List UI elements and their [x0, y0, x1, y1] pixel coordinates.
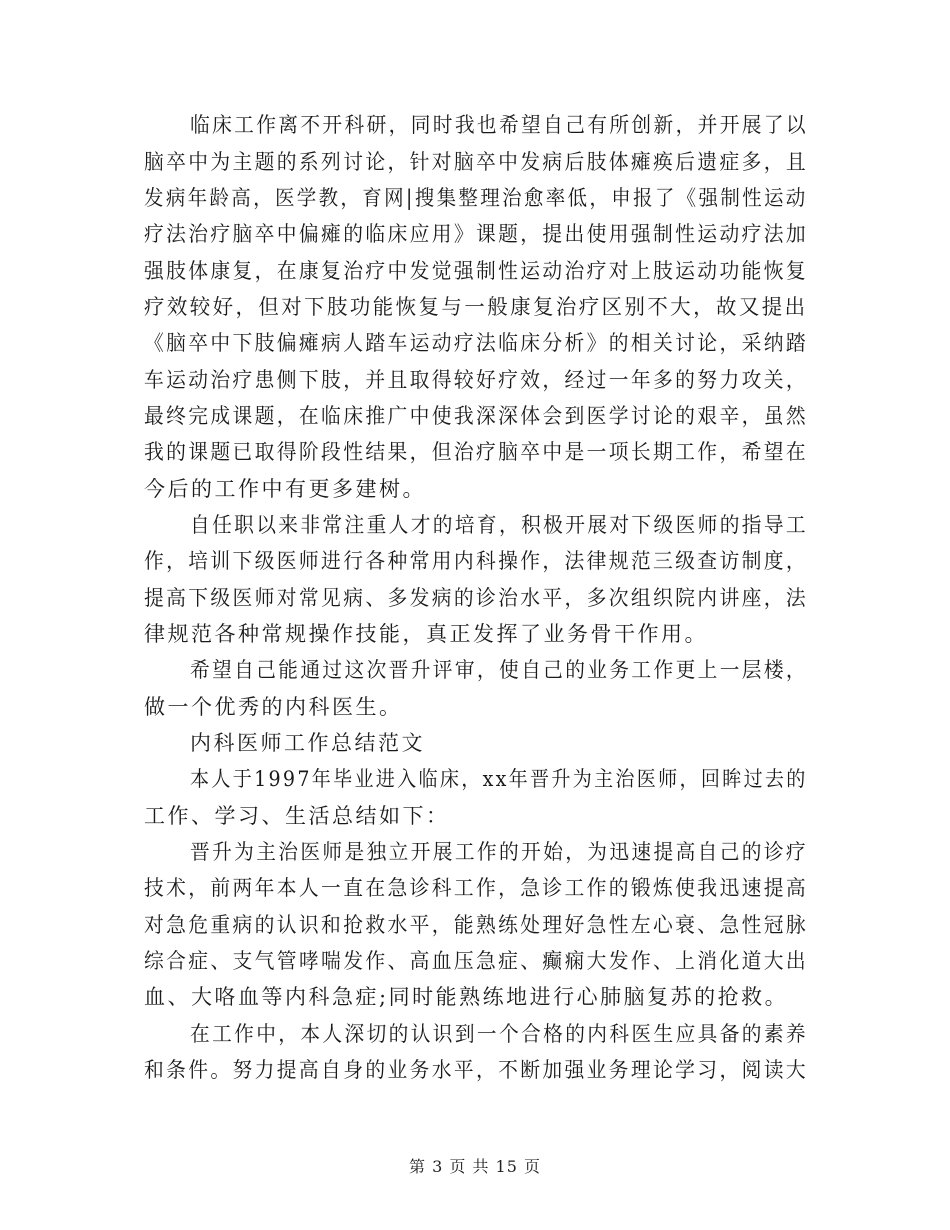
text-line: 强肢体康复，在康复治疗中发觉强制性运动治疗对上肢运动功能恢复	[144, 259, 808, 283]
text-line: 车运动治疗患侧下肢，并且取得较好疗效，经过一年多的努力攻关，	[144, 368, 808, 392]
text-line: 对急危重病的认识和抢救水平，能熟练处理好急性左心衰、急性冠脉	[144, 913, 808, 937]
text-line: 血、大咯血等内科急症;同时能熟练地进行心肺脑复苏的抢救。	[144, 985, 789, 1009]
text-line: 律规范各种常规操作技能，真正发挥了业务骨干作用。	[144, 622, 708, 646]
text-line: 和条件。努力提高自身的业务水平，不断加强业务理论学习，阅读大	[144, 1058, 808, 1082]
text-line: 工作、学习、生活总结如下：	[144, 804, 450, 828]
text-line: 脑卒中为主题的系列讨论，针对脑卒中发病后肢体瘫痪后遗症多，且	[144, 150, 808, 174]
text-line: 晋升为主治医师是独立开展工作的开始，为迅速提高自己的诊疗	[190, 840, 808, 864]
text-line: 疗效较好，但对下肢功能恢复与一般康复治疗区别不大，故又提出	[144, 295, 808, 319]
text-line: 做一个优秀的内科医生。	[144, 695, 403, 719]
text-line: 本人于1997年毕业进入临床，xx年晋升为主治医师，回眸过去的	[190, 767, 808, 791]
text-line: 自任职以来非常注重人才的培育，积极开展对下级医师的指导工	[190, 513, 808, 537]
text-line: 我的课题已取得阶段性结果，但治疗脑卒中是一项长期工作，希望在	[144, 440, 808, 464]
text-line: 提高下级医师对常见病、多发病的诊治水平，多次组织院内讲座，法	[144, 586, 808, 610]
text-line: 技术，前两年本人一直在急诊科工作，急诊工作的锻炼使我迅速提高	[144, 876, 808, 900]
section-heading: 内科医师工作总结范文	[190, 731, 425, 755]
text-line: 作，培训下级医师进行各种常用内科操作，法律规范三级查访制度，	[144, 549, 808, 573]
text-line: 临床工作离不开科研，同时我也希望自己有所创新，并开展了以	[190, 113, 808, 137]
text-line: 发病年龄高，医学教，育网|搜集整理治愈率低，申报了《强制性运动	[144, 186, 808, 210]
text-line: 综合症、支气管哮喘发作、高血压急症、癫痫大发作、上消化道大出	[144, 949, 808, 973]
page-number-footer: 第 3 页 共 15 页	[409, 1157, 541, 1176]
text-line: 今后的工作中有更多建树。	[144, 477, 426, 501]
text-line: 《脑卒中下肢偏瘫病人踏车运动疗法临床分析》的相关讨论，采纳踏	[144, 331, 808, 355]
text-line: 希望自己能通过这次晋升评审，使自己的业务工作更上一层楼，	[190, 658, 808, 682]
text-line: 在工作中，本人深切的认识到一个合格的内科医生应具备的素养	[190, 1022, 808, 1046]
text-line: 疗法治疗脑卒中偏瘫的临床应用》课题，提出使用强制性运动疗法加	[144, 222, 808, 246]
text-line: 最终完成课题，在临床推广中使我深深体会到医学讨论的艰辛，虽然	[144, 404, 808, 428]
